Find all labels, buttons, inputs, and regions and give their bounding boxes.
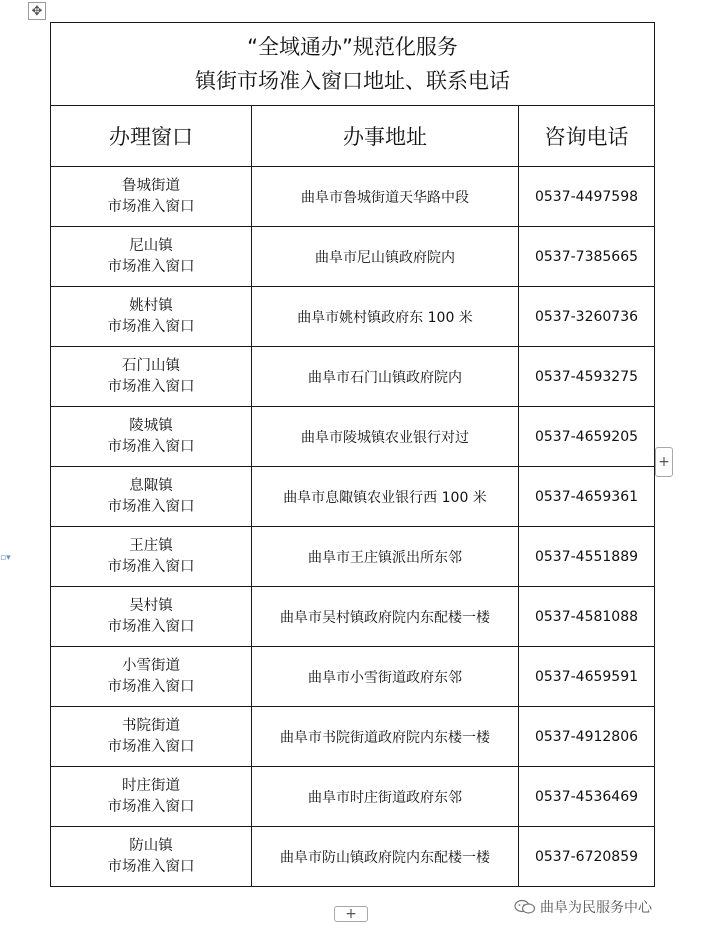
window-suffix: 市场准入窗口 [107,498,195,515]
table-row [51,827,655,887]
table-row [51,647,655,707]
left-margin-marker: ▫▾ [0,553,11,563]
add-row-button[interactable] [334,906,368,922]
window-suffix: 市场准入窗口 [107,558,195,575]
address-cell: 曲阜市石门山镇政府院内 [252,347,519,407]
window-town: 时庄街道 [122,777,180,794]
table-row [51,407,655,467]
service-table [50,22,655,887]
address-cell: 曲阜市鲁城街道天华路中段 [252,167,519,227]
table-row [51,227,655,287]
watermark-text: 曲阜为民服务中心 [540,900,652,916]
table-row [51,707,655,767]
table-title [51,23,655,106]
window-cell [51,707,252,767]
table-row [51,527,655,587]
window-town: 姚村镇 [129,297,173,314]
window-town: 防山镇 [129,837,173,854]
table-row [51,587,655,647]
phone-cell: 0537-4659361 [519,467,655,527]
phone-cell: 0537-4551889 [519,527,655,587]
window-cell [51,767,252,827]
window-town: 吴村镇 [129,597,173,614]
table-body [51,167,655,887]
window-suffix: 市场准入窗口 [107,438,195,455]
address-cell: 曲阜市尼山镇政府院内 [252,227,519,287]
window-cell [51,527,252,587]
table-row [51,347,655,407]
header-address: 办事地址 [252,106,519,167]
window-suffix: 市场准入窗口 [107,378,195,395]
watermark [514,897,652,917]
window-suffix: 市场准入窗口 [107,798,195,815]
phone-cell: 0537-4581088 [519,587,655,647]
plus-icon: + [658,454,670,470]
address-cell: 曲阜市姚村镇政府东 100 米 [252,287,519,347]
window-suffix: 市场准入窗口 [107,678,195,695]
header-phone: 咨询电话 [519,106,655,167]
plus-icon: + [345,906,357,922]
window-town: 王庄镇 [129,537,173,554]
window-suffix: 市场准入窗口 [107,198,195,215]
phone-cell: 0537-7385665 [519,227,655,287]
phone-cell: 0537-4536469 [519,767,655,827]
address-cell: 曲阜市吴村镇政府院内东配楼一楼 [252,587,519,647]
window-cell [51,287,252,347]
window-town: 陵城镇 [129,417,173,434]
window-suffix: 市场准入窗口 [107,738,195,755]
phone-cell: 0537-6720859 [519,827,655,887]
window-cell [51,587,252,647]
window-town: 尼山镇 [129,237,173,254]
address-cell: 曲阜市陵城镇农业银行对过 [252,407,519,467]
address-cell: 曲阜市王庄镇派出所东邻 [252,527,519,587]
table-row [51,767,655,827]
window-cell [51,647,252,707]
window-suffix: 市场准入窗口 [107,258,195,275]
address-cell: 曲阜市防山镇政府院内东配楼一楼 [252,827,519,887]
window-suffix: 市场准入窗口 [107,318,195,335]
window-suffix: 市场准入窗口 [107,858,195,875]
header-window: 办理窗口 [51,106,252,167]
table-row [51,467,655,527]
window-cell [51,167,252,227]
phone-cell: 0537-4659591 [519,647,655,707]
title-line-1: “全域通办”规范化服务 [247,35,458,59]
table-row [51,167,655,227]
window-cell [51,827,252,887]
phone-cell: 0537-4593275 [519,347,655,407]
phone-cell: 0537-3260736 [519,287,655,347]
window-cell [51,467,252,527]
phone-cell: 0537-4659205 [519,407,655,467]
table-row [51,287,655,347]
address-cell: 曲阜市小雪街道政府东邻 [252,647,519,707]
window-town: 息陬镇 [129,477,173,494]
window-suffix: 市场准入窗口 [107,618,195,635]
phone-cell: 0537-4912806 [519,707,655,767]
window-town: 鲁城街道 [122,177,180,194]
window-cell [51,347,252,407]
window-town: 小雪街道 [122,657,180,674]
add-column-button[interactable] [655,447,673,477]
address-cell: 曲阜市息陬镇农业银行西 100 米 [252,467,519,527]
table-move-handle[interactable] [28,2,46,20]
address-cell: 曲阜市时庄街道政府东邻 [252,767,519,827]
wechat-icon [514,899,536,915]
title-line-2: 镇街市场准入窗口地址、联系电话 [195,69,510,93]
phone-cell: 0537-4497598 [519,167,655,227]
window-town: 书院街道 [122,717,180,734]
address-cell: 曲阜市书院街道政府院内东楼一楼 [252,707,519,767]
window-town: 石门山镇 [122,357,180,374]
window-cell [51,407,252,467]
move-icon: ✥ [31,3,43,19]
window-cell [51,227,252,287]
